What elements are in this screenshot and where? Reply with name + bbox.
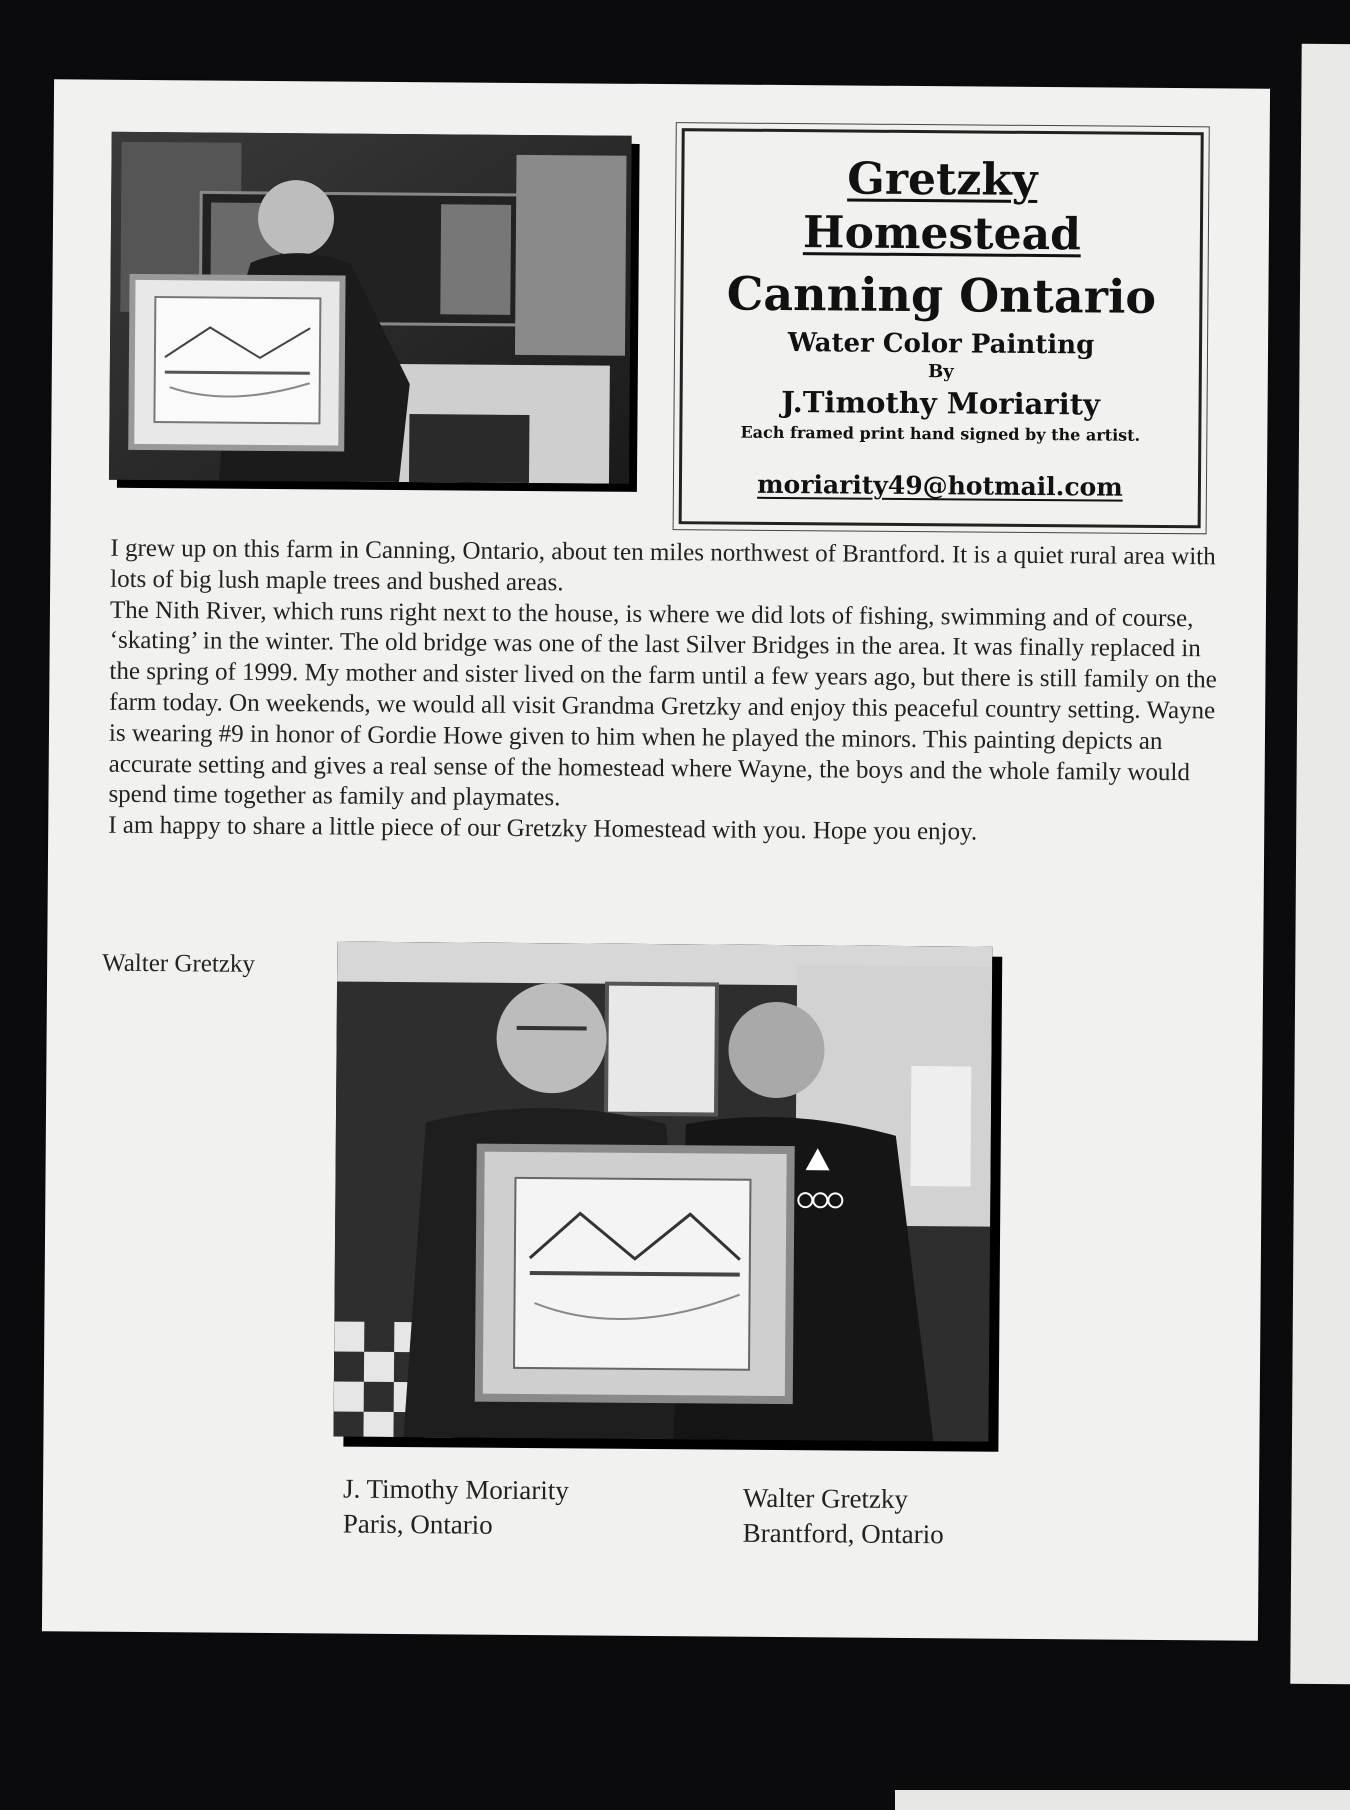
photo-two-men-with-painting xyxy=(333,941,992,1441)
caption-left xyxy=(343,1472,569,1544)
caption-right-name: Walter Gretzky xyxy=(742,1482,909,1514)
story-paragraph: I grew up on this farm in Canning, Ontario, about ten miles northwest of Brantford. It is a quiet rural area with lots of big lush maple trees and bushed areas. xyxy=(110,534,1216,597)
contact-email: moriarity49@hotmail.com xyxy=(757,469,1123,502)
title-line-3: Canning Ontario xyxy=(726,266,1157,324)
subtitle-by: By xyxy=(927,361,954,383)
story-paragraph: I am happy to share a little piece of our Gretzky Homestead with you. Hope you enjoy. xyxy=(108,811,978,846)
caption-right xyxy=(743,1481,944,1553)
artist-name: J.Timothy Moriarity xyxy=(781,384,1101,422)
photo-man-holding-framed-painting xyxy=(109,132,632,484)
caption-right-place: Brantford, Ontario xyxy=(742,1517,944,1550)
subtitle-medium: Water Color Painting xyxy=(787,328,1095,361)
caption-left-name: J. Timothy Moriarity xyxy=(342,1473,569,1506)
flyer-sheet xyxy=(42,79,1270,1641)
story-text xyxy=(108,534,1220,851)
signoff-name: Walter Gretzky xyxy=(102,949,256,978)
title-line-2: Homestead xyxy=(802,207,1082,261)
title-line-1: Gretzky xyxy=(847,153,1038,206)
caption-left-place: Paris, Ontario xyxy=(342,1508,493,1540)
title-box xyxy=(679,128,1204,528)
adjacent-paper-sheet xyxy=(1290,44,1350,1684)
signed-note: Each framed print hand signed by the artist. xyxy=(740,422,1141,445)
story-paragraph: The Nith River, which runs right next to the house, is where we did lots of fishing, swimming and of course, ‘skating’ in the winter. The old bridge was one of the last Silver Bridges in the area. It was finally replaced in the spring of 1999. My mother and sister lived on the farm until a few years ago, but there is still family on the farm today. On weekends, we would all visit Grandma Gretzky and enjoy this peaceful country setting. Wayne is wearing #9 in honor of Gordie Howe given to him when he played the minors. This painting depicts an accurate setting and gives a real sense of the homestead where Wayne, the boys and the whole family would spend time together as family and playmates. xyxy=(108,596,1217,812)
adjacent-paper-corner xyxy=(895,1790,1350,1810)
